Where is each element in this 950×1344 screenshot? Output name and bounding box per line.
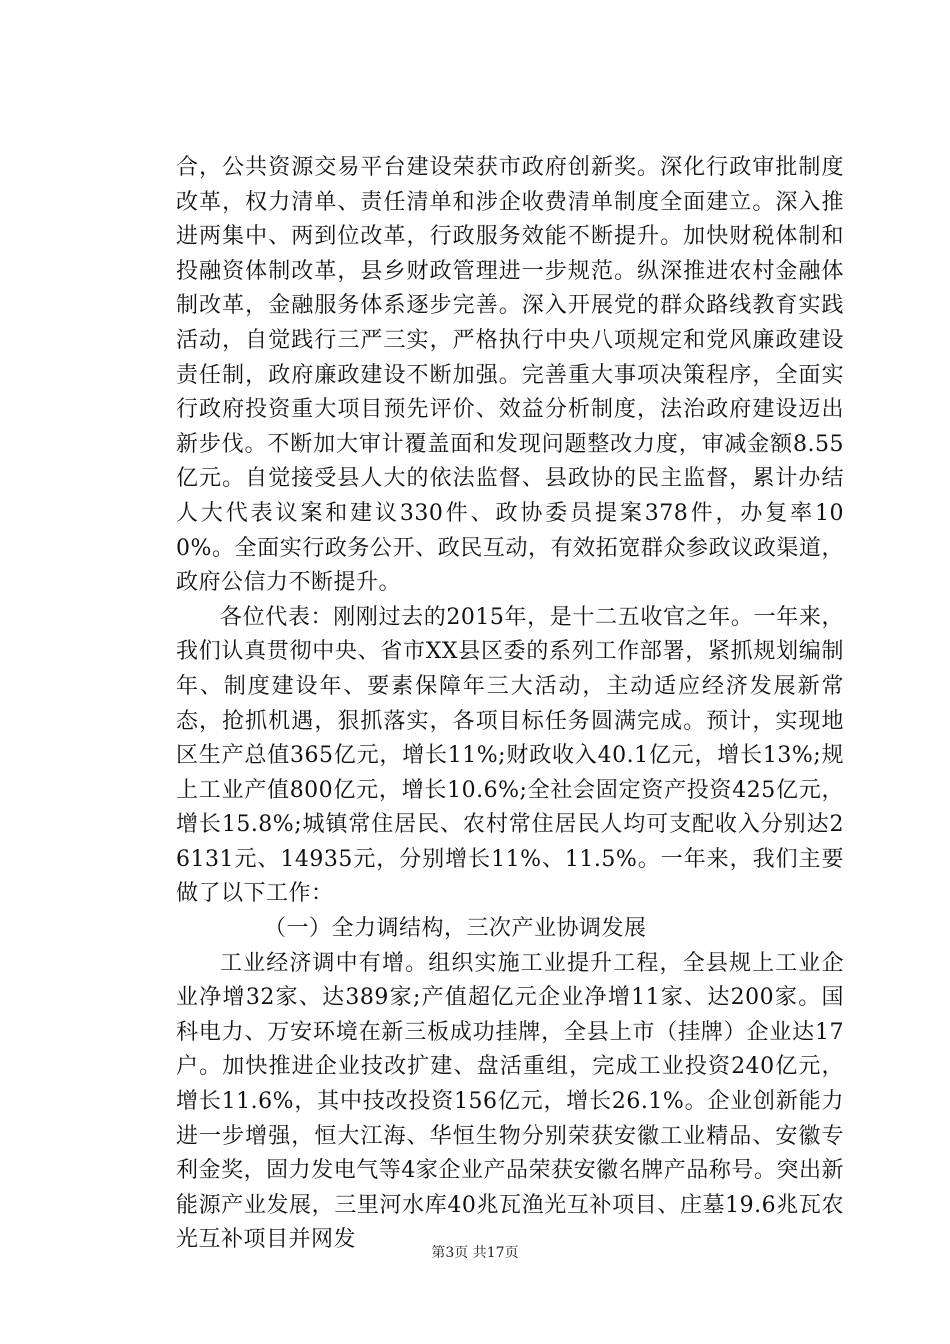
paragraph-summary: 各位代表：刚刚过去的2015年，是十二五收官之年。一年来，我们认真贯彻中央、省市XX县区委的系列工作部署，紧抓规划编制年、制度建设年、要素保障年三大活动，主动适应经济发展新常态，抢抓机遇，狠抓落实，各项目标任务圆满完成。预计，实现地区生产总值365亿元，增长11%;财政收入40.1亿元，增长13%;规上工业产值800亿元，增长10.6%;全社会固定资产投资425亿元，增长15.8%;城镇常住居民、农村常住居民人均可支配收入分别达26131元、14935元，分别增长11%、11.5%。一年来，我们主要做了以下工作： [176, 604, 844, 907]
section-heading: （一）全力调结构，三次产业协调发展 [264, 916, 647, 942]
paragraph-continuation: 合，公共资源交易平台建设荣获市政府创新奖。深化行政审批制度改革，权力清单、责任清单和涉企收费清单制度全面建立。深入推进两集中、两到位改革，行政服务效能不断提升。加快财税体制和投融资体制改革，县乡财政管理进一步规范。纵深推进农村金融体制改革，金融服务体系逐步完善。深入开展党的群众路线教育实践活动，自觉践行三严三实，严格执行中央八项规定和党风廉政建设责任制，政府廉政建设不断加强。完善重大事项决策程序，全面实行政府投资重大项目预先评价、效益分析制度，法治政府建设迈出新步伐。不断加大审计覆盖面和发现问题整改力度，审减金额8.55亿元。自觉接受县人大的依法监督、县政协的民主监督，累计办结人大代表议案和建议330件、政协委员提案378件，办复率100%。全面实行政务公开、政民互动，有效拓宽群众参政议政渠道，政府公信力不断提升。 [176, 155, 844, 596]
document-body [176, 151, 844, 1258]
page-total: 共17页 [472, 1245, 519, 1261]
page-number: 第3页 [431, 1245, 469, 1261]
page-footer [0, 1243, 950, 1263]
paragraph-industry: 工业经济调中有增。组织实施工业提升工程，全县规上工业企业净增32家、达389家;产值超亿元企业净增11家、达200家。国科电力、万安环境在新三板成功挂牌，全县上市（挂牌）企业达17户。加快推进企业技改扩建、盘活重组，完成工业投资240亿元，增长11.6%，其中技改投资156亿元，增长26.1%。企业创新能力进一步增强，恒大江海、华恒生物分别荣获安徽工业精品、安徽专利金奖，固力发电气等4家企业产品荣获安徽名牌产品称号。突出新能源产业发展，三里河水库40兆瓦渔光互补项目、庄墓19.6兆瓦农光互补项目并网发 [176, 950, 844, 1253]
